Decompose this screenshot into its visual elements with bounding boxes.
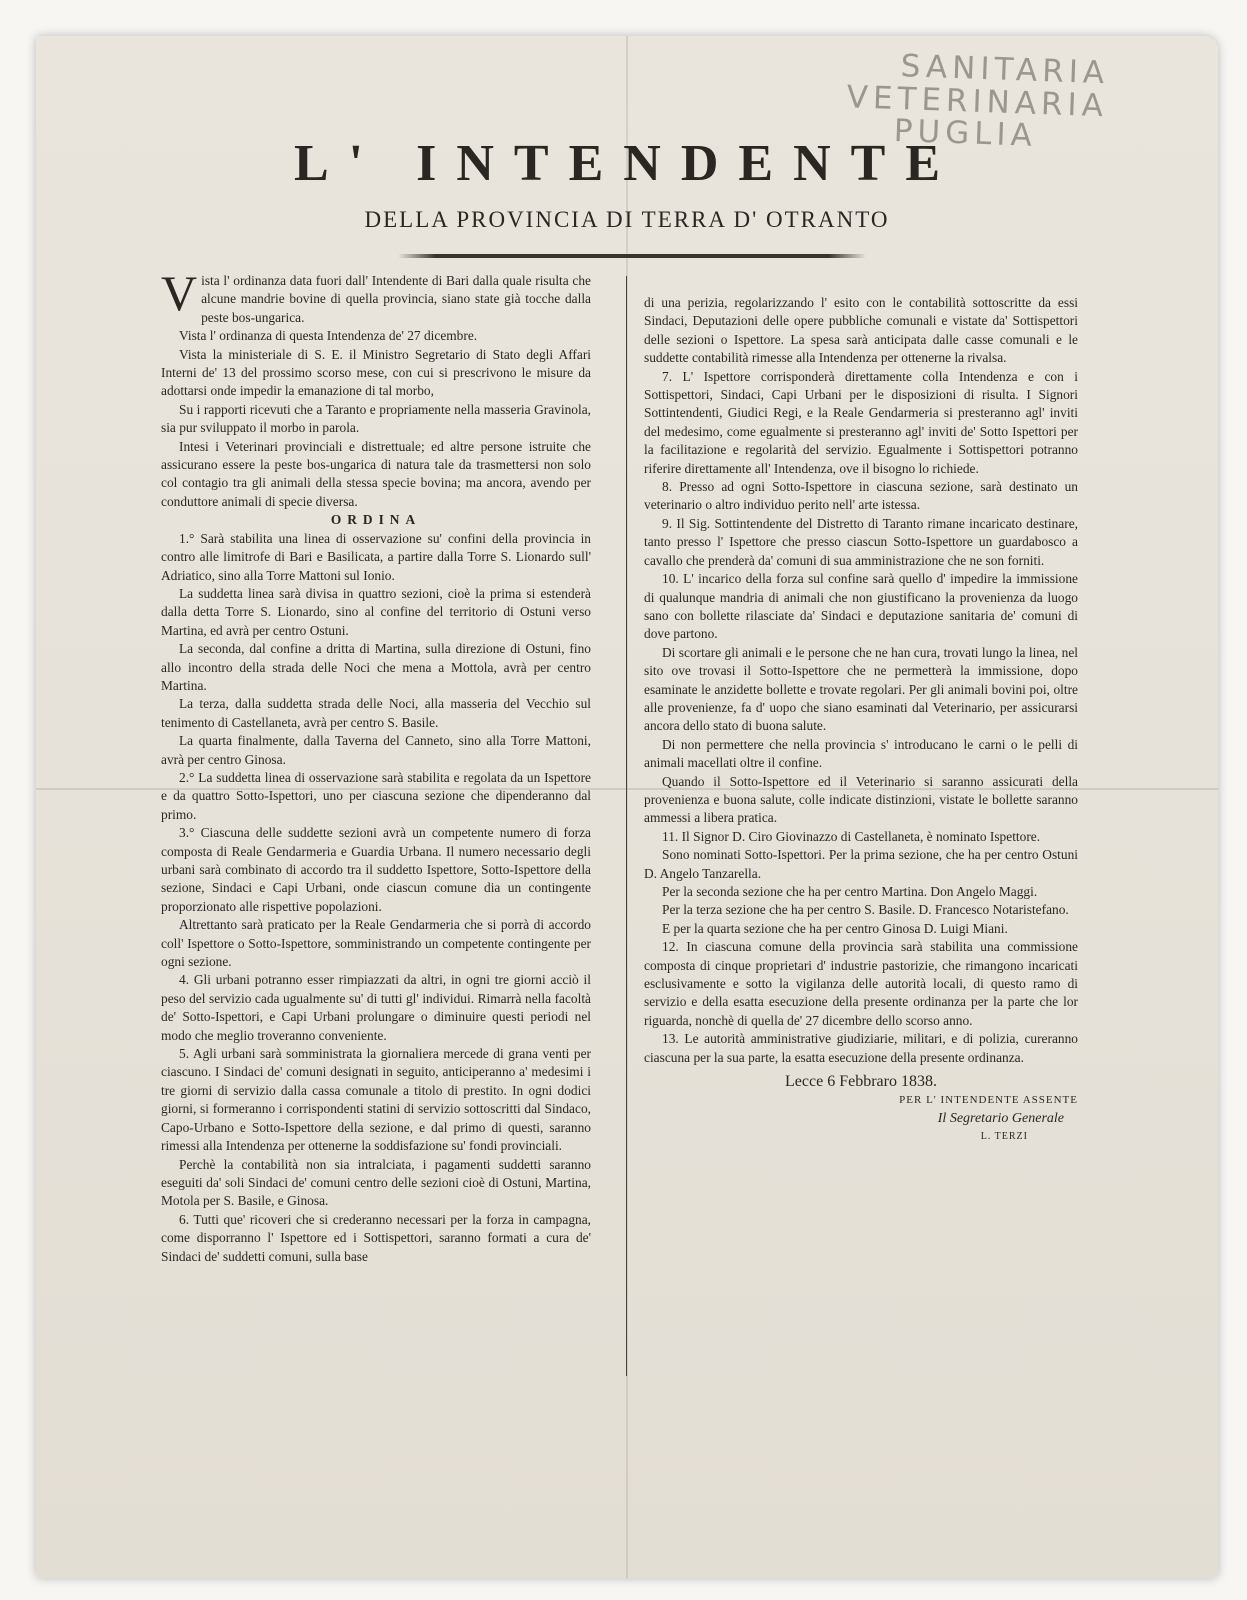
signature-capacity: PER L' INTENDENTE ASSENTE [899, 1094, 1078, 1107]
pencil-annotation-line: PUGLIA [893, 112, 1038, 154]
document-date: Lecce 6 Febbraro 1838. [785, 1073, 937, 1091]
article-paragraph: 11. Il Signor D. Ciro Giovinazzo di Castellaneta, è nominato Ispettore. [662, 828, 1041, 844]
signature-title: Il Segretario Generale [937, 1110, 1064, 1126]
article-paragraph: Altrettanto sarà praticato per la Reale Gendarmeria che si porrà di accordo coll' Ispettore o Sotto-Ispettore, somministrando un competente contingente per ogni sezione. [161, 917, 591, 970]
article-paragraph: Sono nominati Sotto-Ispettori. Per la prima sezione, che ha per centro Ostuni D. Angelo Tanzarella. [644, 847, 1078, 881]
column-divider [626, 276, 627, 1376]
article-paragraph: 12. In ciascuna comune della provincia sarà stabilita una commissione composta di cinque proprietari d' industrie pastorizie, che rimangono incaricati esclusivamente e sotto la vigilanza delle autorità locali, di questo ramo di servizio e della esatta esecuzione della presente ordinanza per la parte che lor riguarda, nonchè di quella de' 27 dicembre dello scorso anno. [644, 939, 1078, 1028]
article-paragraph: Perchè la contabilità non sia intralciata, i pagamenti suddetti saranno eseguiti da' soli Sindaci de' comuni centro delle sezioni cioè di Ostuni, Martina, Motola per S. Basile, e Ginosa. [161, 1156, 591, 1209]
right-column [644, 294, 1078, 1147]
document-title: L' INTENDENTE [294, 135, 960, 192]
article-paragraph: 13. Le autorità amministrative giudiziarie, militari, e di polizia, cureranno ciascuna per la sua parte, la esatta esecuzione della presente ordinanza. [644, 1031, 1078, 1065]
article-paragraph: 9. Il Sig. Sottintendente del Distretto di Taranto rimane incaricato destinare, tanto presso l' Ispettore che presso ciascun Sotto-Ispettore un guardaboscο a cavallo che prenderà da' comuni di sua amministrazione che ne son forniti. [644, 515, 1078, 568]
article-paragraph: La quarta finalmente, dalla Taverna del Canneto, sino alla Torre Mattoni, avrà per centro Ginosa. [161, 733, 591, 767]
article-paragraph: 3.° Ciascuna delle suddette sezioni avrà un competente numero di forza composta di Reale Gendarmeria e Guardia Urbana. Il numero necessario degli urbani sarà combinato di accordo tra il suddetto Ispettore, Sotto-Ispettore della sezione, Sindaci e Capi Urbani, onde ciascun comune dia un contingente proporzionato alle rispettive popolazioni. [161, 825, 591, 914]
preamble-paragraph: Vista l' ordinanza data fuori dall' Intendente di Bari dalla quale risulta che alcune mandrie bovine di quella provincia, siano state già tocche dalla peste bos-ungarica. [161, 265, 591, 325]
article-paragraph: 8. Presso ad ogni Sotto-Ispettore in ciascuna sezione, sarà destinato un veterinario o altro individuo perito nell' arte istessa. [644, 479, 1078, 513]
article-paragraph: 5. Agli urbani sarà somministrata la giornaliera mercede di grana venti per ciascuno. I Sindaci de' comuni designati in seguito, anticiperanno a' medesimi i tre giorni di servizio dalla cassa comunale a titolo di prestito. In ogni dodici giorni, si formeranno i corrispondenti statini di servizio sottoscritti dal Sindaco, Capo-Urbano e Sotto-Ispettore della sezione, e dal primo di questi, saranno rimessi alla Intendenza per ottenerne la soddisfazione su' fondi provinciali. [161, 1046, 591, 1154]
article-paragraph: Per la terza sezione che ha per centro S. Basile. D. Francesco Notaristefano. [662, 902, 1069, 918]
article-paragraph: di una perizia, regolarizzando l' esito con le contabilità sottoscritte da essi Sindaci, Deputazioni delle opere pubbliche comunali e vistate da' Sottispettori delle sezioni o Ispettore. La spesa sarà anticipata dalle casse comunali e le suddette contabilità rimesse alla Intendenza per ottenerne la rivalsa. [644, 295, 1078, 366]
article-paragraph: 1.° Sarà stabilita una linea di osservazione su' confini della provincia in contro alle limitrofe di Bari e Basilicata, a partire dalla Torre S. Lionardo sull' Adriatico, sino alla Torre Mattoni sul Ionio. [161, 530, 591, 583]
article-paragraph: Quando il Sotto-Ispettore ed il Veterinario si saranno assicurati della provenienza e buona salute, colle indicate distinzioni, vistate le bollette saranno ammessi a libera pratica. [644, 773, 1078, 826]
article-paragraph: La terza, dalla suddetta strada delle Noci, alla masseria del Vecchio sul tenimento di Castellaneta, avrà per centro S. Basile. [161, 696, 591, 730]
article-paragraph: 10. L' incarico della forza sul confine sarà quello d' impedire la immissione di qualunque mandria di animali che non giustificano la provenienza da luogo sano con bollette rilasciate da' Sindaci e deputazione sanitaria de' comuni di dove partono. [644, 571, 1078, 642]
article-paragraph: La suddetta linea sarà divisa in quattro sezioni, cioè la prima si estenderà dalla detta Torre S. Lionardo, sino al confine del territorio di Ostuni verso Martina, ed avrà per centro Ostuni. [161, 585, 591, 638]
article-paragraph: 7. L' Ispettore corrisponderà direttamente colla Intendenza e con i Sottispettori, Sindaci, Capi Urbani per le disposizioni di risulta. I Signori Sottintendenti, Giudici Regi, e la Reale Gendarmeria si presteranno agl' inviti del medesimo, come egualmente si presteranno agl' inviti de' Sotto Ispettori per la facilitazione e regolarità del servizio. Egualmente i Sottispettori potranno riferire direttamente all' Intendenza, ove il bisogno lo richiede. [644, 368, 1078, 476]
preamble-paragraph: Vista l' ordinanza di questa Intendenza de' 27 dicembre. [179, 328, 478, 344]
preamble-paragraph: Intesi i Veterinari provinciali e distrettuale; ed altre persone istruite che assicurano essere la peste bos-ungarica di natura tale da trasmettersi non solo col contagio tra gli animali della stessa specie bovina; ma ancora, avendo per conduttore animali di specie diversa. [161, 438, 591, 509]
preamble-paragraph: Vista la ministeriale di S. E. il Ministro Segretario di Stato degli Affari Interni de' 13 del prossimo scorso mese, con cui si prescrivono le misure da adottarsi onde impedir la emanazione di tal morbo, [161, 346, 591, 399]
article-paragraph: E per la quarta sezione che ha per centro Ginosa D. Luigi Miani. [662, 920, 1008, 936]
article-paragraph: 2.° La suddetta linea di osservazione sarà stabilita e regolata da un Ispettore e da quattro Sotto-Ispettori, uno per ciascuna sezione che dipenderanno dal primo. [161, 769, 591, 822]
signoff-block [644, 1073, 1078, 1147]
drop-cap: V [161, 265, 198, 321]
article-paragraph: Di non permettere che nella provincia s' introducano le carni o le pelli di animali macellati oltre il confine. [644, 736, 1078, 771]
left-column [161, 265, 591, 1266]
article-paragraph: La seconda, dal confine a dritta di Martina, sulla direzione di Ostuni, fino allo incontro della strada delle Noci che mena a Mottola, avrà per centro Martina. [161, 641, 591, 693]
ordina-heading: ORDINA [330, 512, 422, 528]
article-paragraph: 6. Tutti que' ricoveri che si crederanno necessari per la forza in campagna, come disporranno l' Ispettore ed i Sottispettori, saranno formati a cura de' Sindaci de' suddetti comuni, sulla base [161, 1211, 591, 1264]
article-paragraph: 4. Gli urbani potranno esser rimpiazzati da altri, in ogni tre giorni acciò il peso del servizio cada ugualmente su' di tutti gl' individui. Rimarrà nella facoltà de' Sotto-Ispettori, e Capi Urbani prolungare o diminuire questi periodi nel modo che meglio troveranno conveniente. [161, 972, 591, 1043]
document-subtitle: DELLA PROVINCIA DI TERRA D' OTRANTO [364, 207, 890, 232]
signature-name: L. TERZI [980, 1131, 1028, 1143]
title-rule-divider [398, 254, 866, 258]
article-paragraph: Di scortare gli animali e le persone che ne han cura, trovati lungo la linea, nel sito ove trovasi il Sotto-Ispettore che ne permetterà la immissione, dopo esaminate le anzidette bollette e trovate regolari. Per gli animali bovini poi, oltre alle provenienze, fa d' uopo che siano esaminati dal Veterinario, per assicurarsi ancora dello stato di buona salute. [644, 644, 1078, 734]
document-sheet [36, 36, 1218, 1578]
article-paragraph: Per la seconda sezione che ha per centro Martina. Don Angelo Maggi. [662, 884, 1038, 899]
pencil-annotation-line: SANITARIA VETERINARIA [846, 48, 1110, 124]
preamble-paragraph: Su i rapporti ricevuti che a Taranto e propriamente nella masseria Gravinola, sia pur sviluppato il morbo in parola. [161, 401, 591, 436]
